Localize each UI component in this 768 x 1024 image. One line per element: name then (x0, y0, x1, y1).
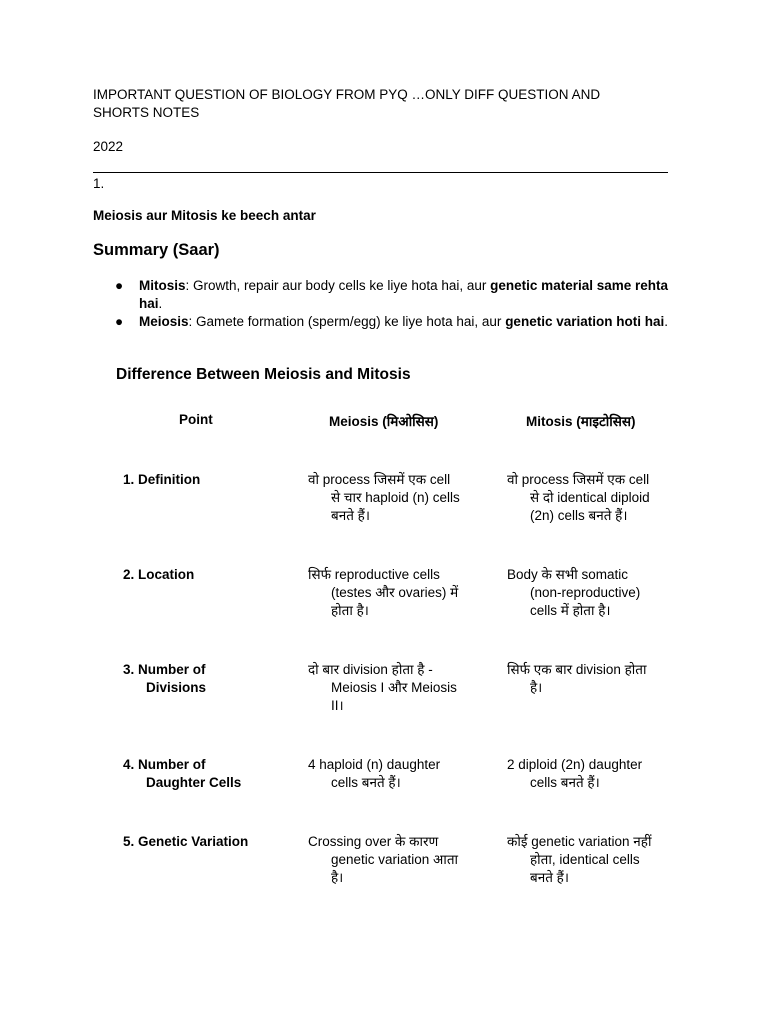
table-cell-meiosis (308, 471, 483, 525)
cell-line: Meiosis I और Meiosis (331, 680, 457, 695)
table-cell-point (123, 661, 283, 697)
cell-line: है। (530, 680, 543, 695)
table-cell-meiosis (308, 756, 483, 792)
year-label: 2022 (93, 139, 124, 154)
cell-line: Daughter Cells (146, 775, 242, 790)
table-cell-mitosis (507, 471, 677, 525)
summary-item-mitosis (115, 277, 670, 313)
cell-line: 3. Number of (123, 662, 206, 677)
cell-line: 5. Genetic Variation (123, 834, 249, 849)
table-cell-meiosis (308, 566, 483, 620)
question-number: 1. (93, 176, 105, 191)
cell-line: 1. Definition (123, 472, 201, 487)
cell-line: 2 diploid (2n) daughter (507, 757, 643, 772)
cell-line: होता, identical cells (530, 852, 640, 867)
bullet-icon: ● (115, 278, 124, 293)
difference-heading: Difference Between Meiosis and Mitosis (116, 366, 411, 383)
summary-emphasis: genetic material same rehta hai (139, 278, 669, 311)
cell-line: cells बनते हैं। (530, 775, 600, 790)
cell-line: कोई genetic variation नहीं (507, 834, 652, 849)
table-cell-point (123, 756, 283, 792)
cell-line: 4 haploid (n) daughter (308, 757, 441, 772)
cell-line: बनते हैं। (530, 870, 569, 885)
table-cell-point (123, 566, 283, 584)
cell-line: (non-reproductive) (530, 585, 641, 600)
summary-heading: Summary (Saar) (93, 241, 220, 259)
cell-line: 4. Number of (123, 757, 206, 772)
table-cell-point (123, 833, 283, 851)
summary-item-meiosis (115, 313, 670, 331)
table-cell-meiosis (308, 833, 483, 887)
table-cell-mitosis (507, 566, 677, 620)
cell-line: Crossing over के कारण (308, 834, 439, 849)
cell-line: 2. Location (123, 567, 195, 582)
summary-end: . (158, 296, 163, 311)
question-text: Meiosis aur Mitosis ke beech antar (93, 208, 316, 223)
cell-line: genetic variation आता (331, 852, 459, 867)
column-header-mitosis: Mitosis (माइटोसिस) (526, 414, 636, 429)
table-cell-meiosis (308, 661, 483, 715)
cell-line: से दो identical diploid (530, 490, 650, 505)
cell-line: (2n) cells बनते हैं। (530, 508, 628, 523)
table-cell-point (123, 471, 283, 489)
table-cell-mitosis (507, 756, 677, 792)
horizontal-divider (93, 172, 668, 173)
cell-line: वो process जिसमें एक cell (308, 472, 451, 487)
document-title: IMPORTANT QUESTION OF BIOLOGY FROM PYQ …ONLY DIFF QUESTION AND SHORTS NOTES (93, 87, 601, 120)
summary-term: Mitosis (139, 278, 186, 293)
cell-line: Body के सभी somatic (507, 567, 629, 582)
cell-line: II। (331, 698, 344, 713)
cell-line: (testes और ovaries) में (331, 585, 459, 600)
cell-line: Divisions (146, 680, 207, 695)
cell-line: है। (331, 870, 344, 885)
column-header-meiosis: Meiosis (मिओसिस) (329, 414, 439, 429)
summary-text: : Growth, repair aur body cells ke liye hota hai, aur (185, 278, 491, 293)
cell-line: सिर्फ एक बार division होता (507, 662, 647, 677)
cell-line: cells में होता है। (530, 603, 611, 618)
summary-text: : Gamete formation (sperm/egg) ke liye hota hai, aur (188, 314, 506, 329)
summary-term: Meiosis (139, 314, 189, 329)
summary-end: . (664, 314, 668, 329)
cell-line: होता है। (331, 603, 369, 618)
cell-line: cells बनते हैं। (331, 775, 401, 790)
table-cell-mitosis (507, 833, 677, 887)
summary-list (115, 277, 670, 331)
cell-line: बनते हैं। (331, 508, 370, 523)
table-cell-mitosis (507, 661, 677, 697)
summary-emphasis: genetic variation hoti hai (505, 314, 665, 329)
cell-line: से चार haploid (n) cells (331, 490, 460, 505)
cell-line: सिर्फ reproductive cells (308, 567, 440, 582)
cell-line: वो process जिसमें एक cell (507, 472, 650, 487)
bullet-icon: ● (115, 314, 124, 329)
cell-line: दो बार division होता है - (308, 662, 433, 677)
column-header-point: Point (179, 412, 213, 427)
